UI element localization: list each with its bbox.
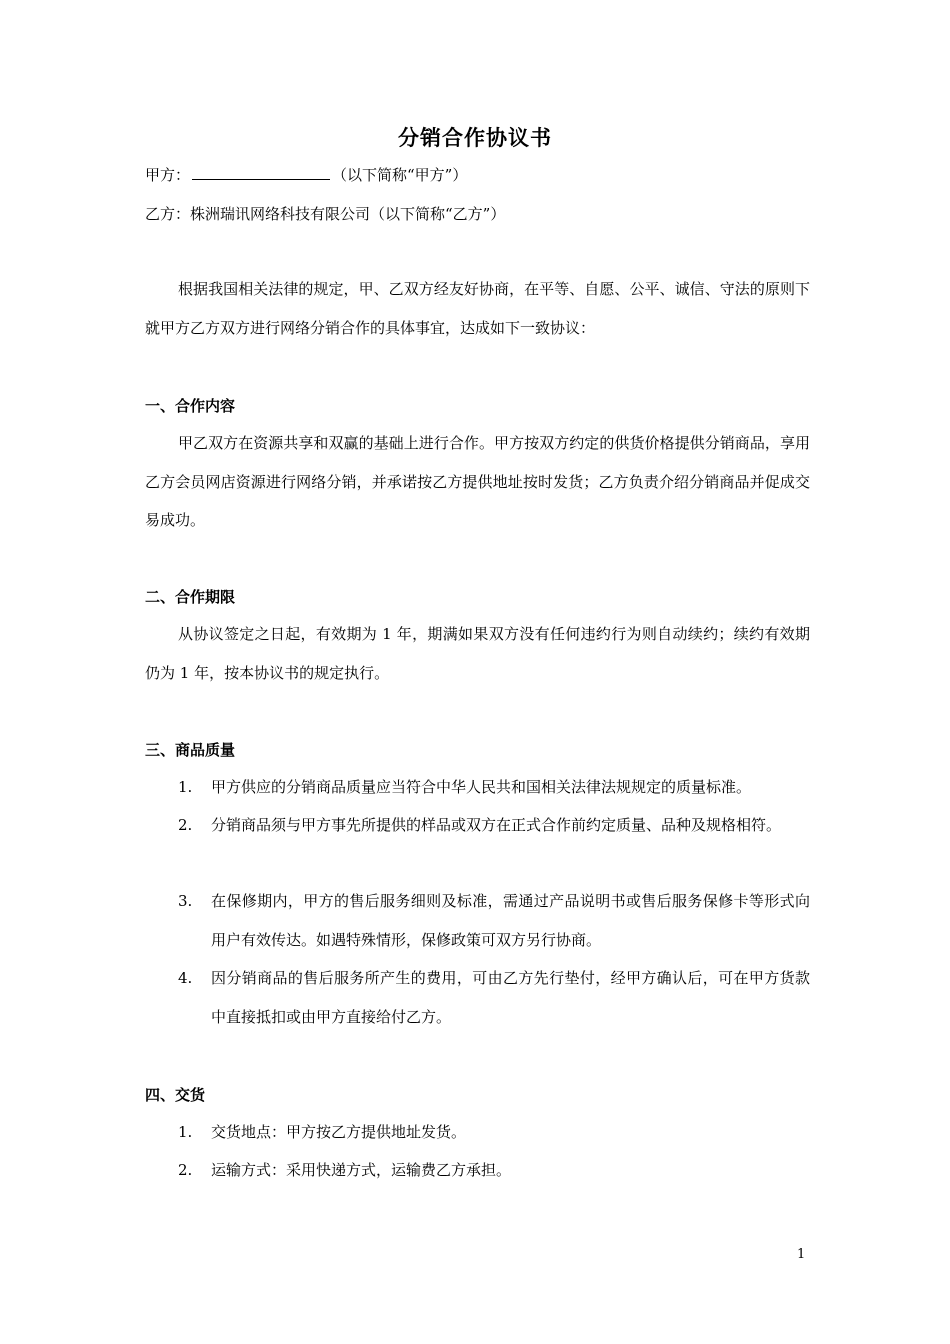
section-body: 甲乙双方在资源共享和双赢的基础上进行合作。甲方按双方约定的供货价格提供分销商品，享用乙方会员网店资源进行网络分销，并承诺按乙方提供地址按时发货；乙方负责介绍分销商品并促成交易成功。 (145, 434, 810, 529)
list-item-text: 运输方式：采用快递方式，运输费乙方承担。 (211, 1161, 512, 1179)
list-item (178, 959, 810, 1036)
list-item-text: 交货地点：甲方按乙方提供地址发货。 (211, 1123, 467, 1141)
party-a-line (145, 164, 467, 185)
list-item (178, 882, 810, 959)
list-item-number: 2. (178, 816, 193, 834)
section-heading: 二、合作期限 (145, 588, 236, 606)
list-item-text: 分销商品须与甲方事先所提供的样品或双方在正式合作前约定质量、品种及规格相符。 (211, 816, 782, 834)
list-item-text: 因分销商品的售后服务所产生的费用，可由乙方先行垫付，经甲方确认后，可在甲方货款中直接抵扣或由甲方直接给付乙方。 (211, 969, 810, 1026)
party-b-line: 乙方：株洲瑞讯网络科技有限公司（以下简称“乙方”） (145, 205, 506, 223)
section-heading: 三、商品质量 (145, 741, 236, 759)
section-body: 从协议签定之日起，有效期为 1 年，期满如果双方没有任何违约行为则自动续约；续约有效期仍为 1 年，按本协议书的规定执行。 (145, 625, 810, 682)
document-title: 分销合作协议书 (398, 125, 552, 150)
list-item-text: 在保修期内，甲方的售后服务细则及标准，需通过产品说明书或售后服务保修卡等形式向用户有效传达。如遇特殊情形，保修政策可双方另行协商。 (211, 892, 810, 949)
party-a-label: 甲方： (145, 166, 191, 184)
list-item-text: 甲方供应的分销商品质量应当符合中华人民共和国相关法律法规规定的质量标准。 (211, 778, 752, 796)
list-item (178, 1113, 810, 1152)
list-item-number: 4. (178, 969, 193, 987)
list-item-number: 1. (178, 778, 193, 796)
list-item (178, 806, 810, 845)
section-heading: 一、合作内容 (145, 397, 236, 415)
list-item-number: 1. (178, 1123, 193, 1141)
section-heading: 四、交货 (145, 1086, 206, 1104)
list-item-number: 2. (178, 1161, 193, 1179)
list-item (178, 1151, 810, 1190)
list-item-number: 3. (178, 892, 193, 910)
page-number: 1 (797, 1247, 806, 1262)
party-a-suffix: （以下简称“甲方”） (332, 166, 468, 184)
list-item (178, 768, 810, 807)
party-a-blank (192, 165, 330, 180)
intro-paragraph: 根据我国相关法律的规定，甲、乙双方经友好协商，在平等、自愿、公平、诚信、守法的原则下就甲方乙方双方进行网络分销合作的具体事宜，达成如下一致协议： (145, 280, 810, 337)
